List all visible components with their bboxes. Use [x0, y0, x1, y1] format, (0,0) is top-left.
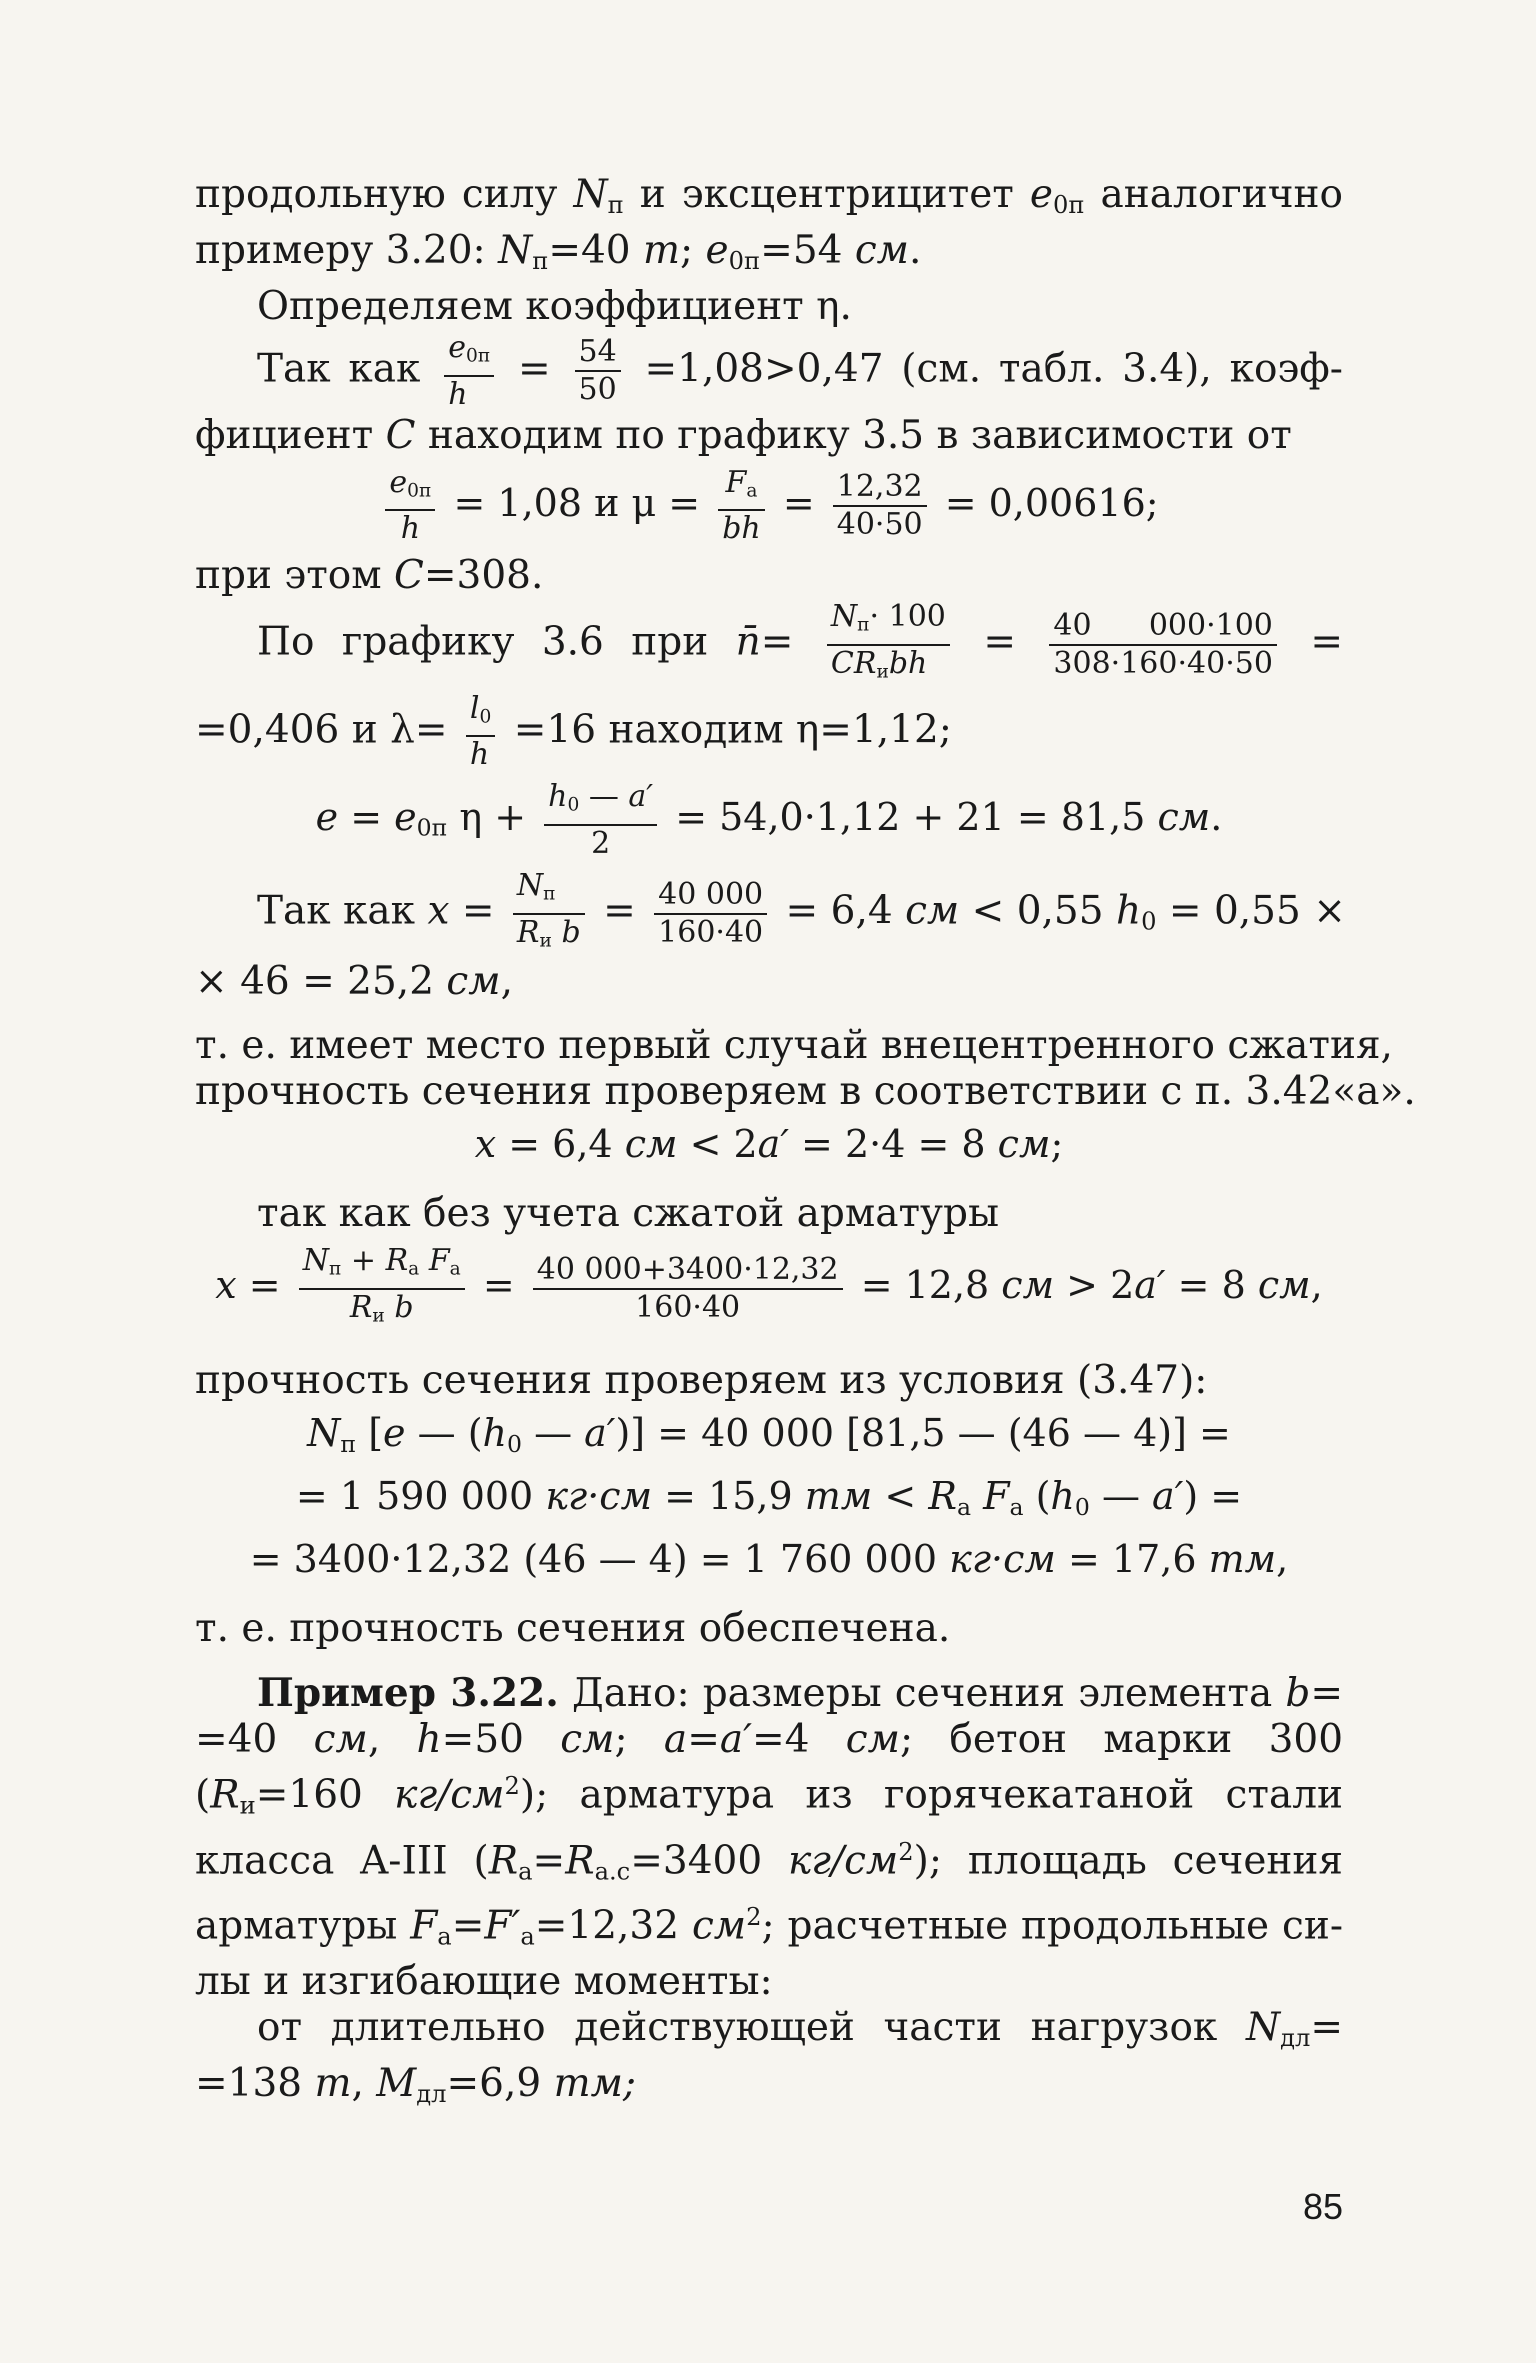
text-line-13: так как без учета сжатой арматуры	[257, 1191, 1000, 1237]
example-heading-line: Пример 3.22. Дано: размеры сечения элемента b=	[257, 1670, 1343, 1717]
text-line-8: =0,406 и λ= $\frac{l_0}{h}$ =16 находим η=1,12;	[195, 690, 952, 773]
text-line-7: По графику 3.6 при n̄= $\frac{N_п\cdot 100}{CR_иbh}$ = $\frac{40 000\cdot 100}{308\cdot 160\cdot 40\cdot 50}$ =	[257, 599, 1344, 683]
text-line-20: арматуры $F_а=F'_а=12,32$ $см^2$; расчетные продольные си-	[195, 1902, 1343, 1951]
text-line-18: ($R_и=160$ $кг/см^2$); арматура из горячекатаной стали	[195, 1772, 1343, 1820]
text-line-11: т. е. имеет место первый случай внецентренного сжатия,	[195, 1023, 1393, 1069]
text-line-21: лы и изгибающие моменты:	[195, 1959, 773, 2005]
text-line-23: =138 т, $M_{дл}=6,9$ тм;	[195, 2061, 637, 2109]
spacer-5	[195, 1652, 1343, 1670]
text-line-14: прочность сечения проверяем из условия (3.47):	[195, 1358, 1208, 1404]
text-line-12: прочность сечения проверяем в соответствии с п. 3.42«а».	[195, 1069, 1416, 1115]
text-line-3: Определяем коэффициент η.	[257, 284, 852, 330]
text-line-6: при этом C=308.	[195, 553, 544, 599]
spacer-4	[195, 1588, 1343, 1606]
formula-7: = 3400·12,32 (46 — 4) = 1 760 000 кг·см = 17,6 тм,	[249, 1537, 1289, 1582]
spacer-2	[195, 1173, 1343, 1191]
page-number: 85	[1302, 2186, 1343, 2227]
formula-3: x = 6,4 см < 2a′ = 2·4 = 8 см;	[474, 1122, 1064, 1167]
text-line-10: × 46 = 25,2 см,	[195, 959, 513, 1005]
text-line-22: от длительно действующей части нагрузок $N_{дл}=$	[257, 2005, 1343, 2053]
text-line-19: класса A-III ($R_а=R_{а.с}=3400$ $кг/см^2$); площадь сечения	[195, 1837, 1344, 1885]
text-line-4: Так как $\frac{e_{0п}}{h}$ = $\frac{54}{50}$ =1,08>0,47 (см. табл. 3.4), коэф-	[257, 330, 1343, 412]
formula-1: $\frac{e_{0п}}{h}$ = 1,08 и μ = $\frac{F_а}{bh}$ = $\frac{12,32}{40\cdot 50}$ = 0,00616;	[195, 465, 1343, 548]
text-line-1	[195, 172, 1343, 228]
text-line-5: фициент C находим по графику 3.5 в зависимости от	[195, 412, 1292, 458]
text-line-17: =40 см, h=50 см; a=a′=4 см; бетон марки 300	[195, 1717, 1344, 1763]
formula-2: $e = e_{0п}$ η + $\frac{h_0 — a'}{2}$ = 54,0·1,12 + 21 = 81,5 см.	[315, 779, 1223, 861]
text-line-2: примеру 3.20: $N_п=40$ т; $e_{0п}=54$ см.	[195, 228, 922, 276]
page-body	[195, 172, 1416, 2117]
spacer-3	[195, 1340, 1343, 1358]
formula-5: $N_п$ [e — ($h_0$ — a′)] = 40 000 [81,5 — (46 — 4)] =	[307, 1411, 1231, 1459]
text-line-9: Так как x = $\frac{N_п}{R_и b}$ = $\frac{40 000}{160\cdot 40}$ = 6,4 см < 0,55 $h_0 = 0,55$ ×	[257, 867, 1346, 952]
example-title: Пример 3.22.	[257, 1670, 559, 1717]
text-line-1-content: продольную силу $N_п$ и эксцентрицитет $e_{0п}$ аналогично	[195, 172, 1343, 220]
text-line-15: т. е. прочность сечения обеспечена.	[195, 1606, 951, 1652]
formula-4: x = $\frac{N_п + R_а F_а}{R_и b}$ = $\frac{40 000+3400\cdot 12,32}{160\cdot 40}$ = 12,8 см > 2a′ = 8 см,	[215, 1243, 1323, 1327]
spacer-1	[195, 1005, 1343, 1023]
formula-6: = 1 590 000 кг·см = 15,9 тм < $R_а$ $F_а$ ($h_0$ — a′) =	[295, 1474, 1243, 1522]
